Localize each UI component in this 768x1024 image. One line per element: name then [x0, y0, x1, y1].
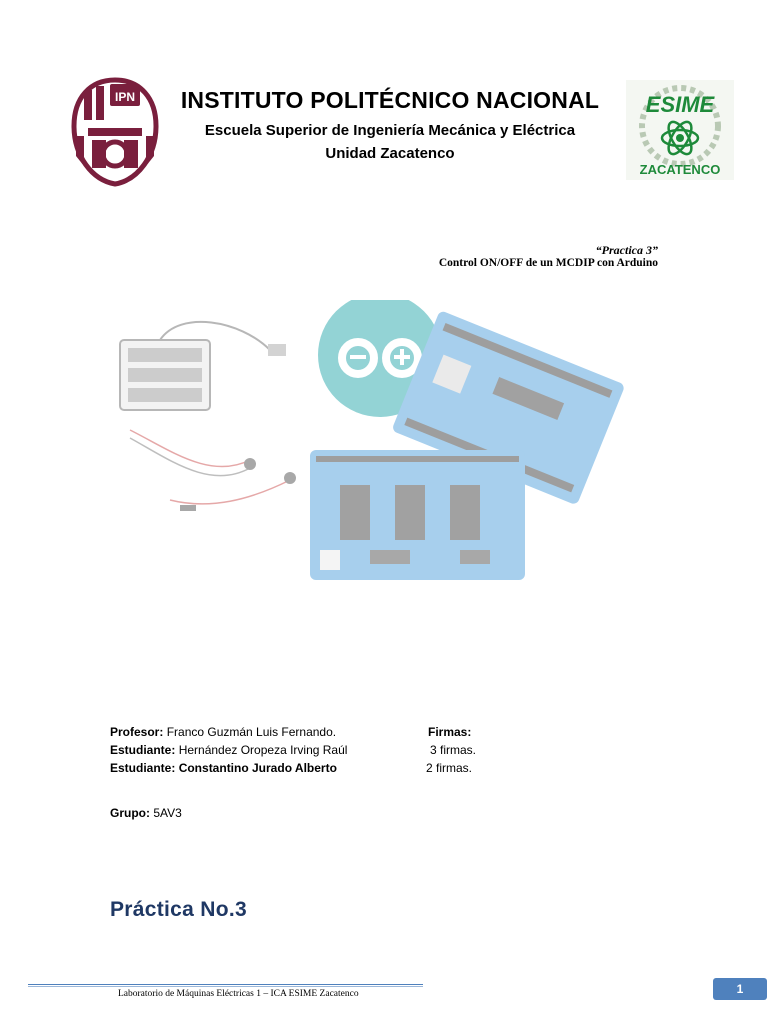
professor-name: Franco Guzmán Luis Fernando. — [166, 725, 337, 739]
group-label: Grupo: — [110, 806, 150, 820]
esime-logo — [626, 80, 734, 180]
ipn-logo — [70, 76, 160, 188]
signatures-student1: 3 firmas. — [430, 743, 477, 757]
school-name: Escuela Superior de Ingeniería Mecánica y Eléctrica — [204, 122, 576, 139]
institution-name: INSTITUTO POLITÉCNICO NACIONAL — [180, 87, 600, 113]
unit-name: Unidad Zacatenco — [325, 145, 455, 162]
practice-subtitle: Control ON/OFF de un MCDIP con Arduino — [438, 257, 658, 269]
student1-label: Estudiante: — [110, 743, 176, 757]
esime-logo-top-text: ESIME — [645, 92, 715, 117]
main-heading: Práctica No.3 — [110, 898, 247, 921]
footer-divider-secondary — [28, 986, 423, 987]
professor-label: Profesor: — [110, 725, 164, 739]
group-value: 5AV3 — [153, 806, 182, 820]
esime-logo-bottom-text: ZACATENCO — [639, 162, 721, 177]
battery-holder — [120, 322, 286, 410]
arduino-illustration — [110, 300, 660, 590]
student-row-2 — [110, 761, 337, 775]
professor-row — [110, 725, 336, 739]
signatures-header: Firmas: — [428, 725, 472, 739]
student2-name: Constantino Jurado Alberto — [178, 761, 337, 775]
practice-title: “Practica 3” — [595, 243, 658, 257]
signatures-student2: 2 firmas. — [426, 761, 473, 775]
student2-label: Estudiante: — [110, 761, 176, 775]
page-number-badge: 1 — [713, 978, 767, 1000]
group-row — [110, 806, 182, 820]
student1-name: Hernández Oropeza Irving Raúl — [178, 743, 348, 757]
footer-divider — [28, 984, 423, 985]
ipn-logo-text: IPN — [114, 90, 136, 104]
student-row-1 — [110, 743, 347, 757]
footer-text: Laboratorio de Máquinas Eléctricas 1 – ICA ESIME Zacatenco — [118, 989, 359, 999]
